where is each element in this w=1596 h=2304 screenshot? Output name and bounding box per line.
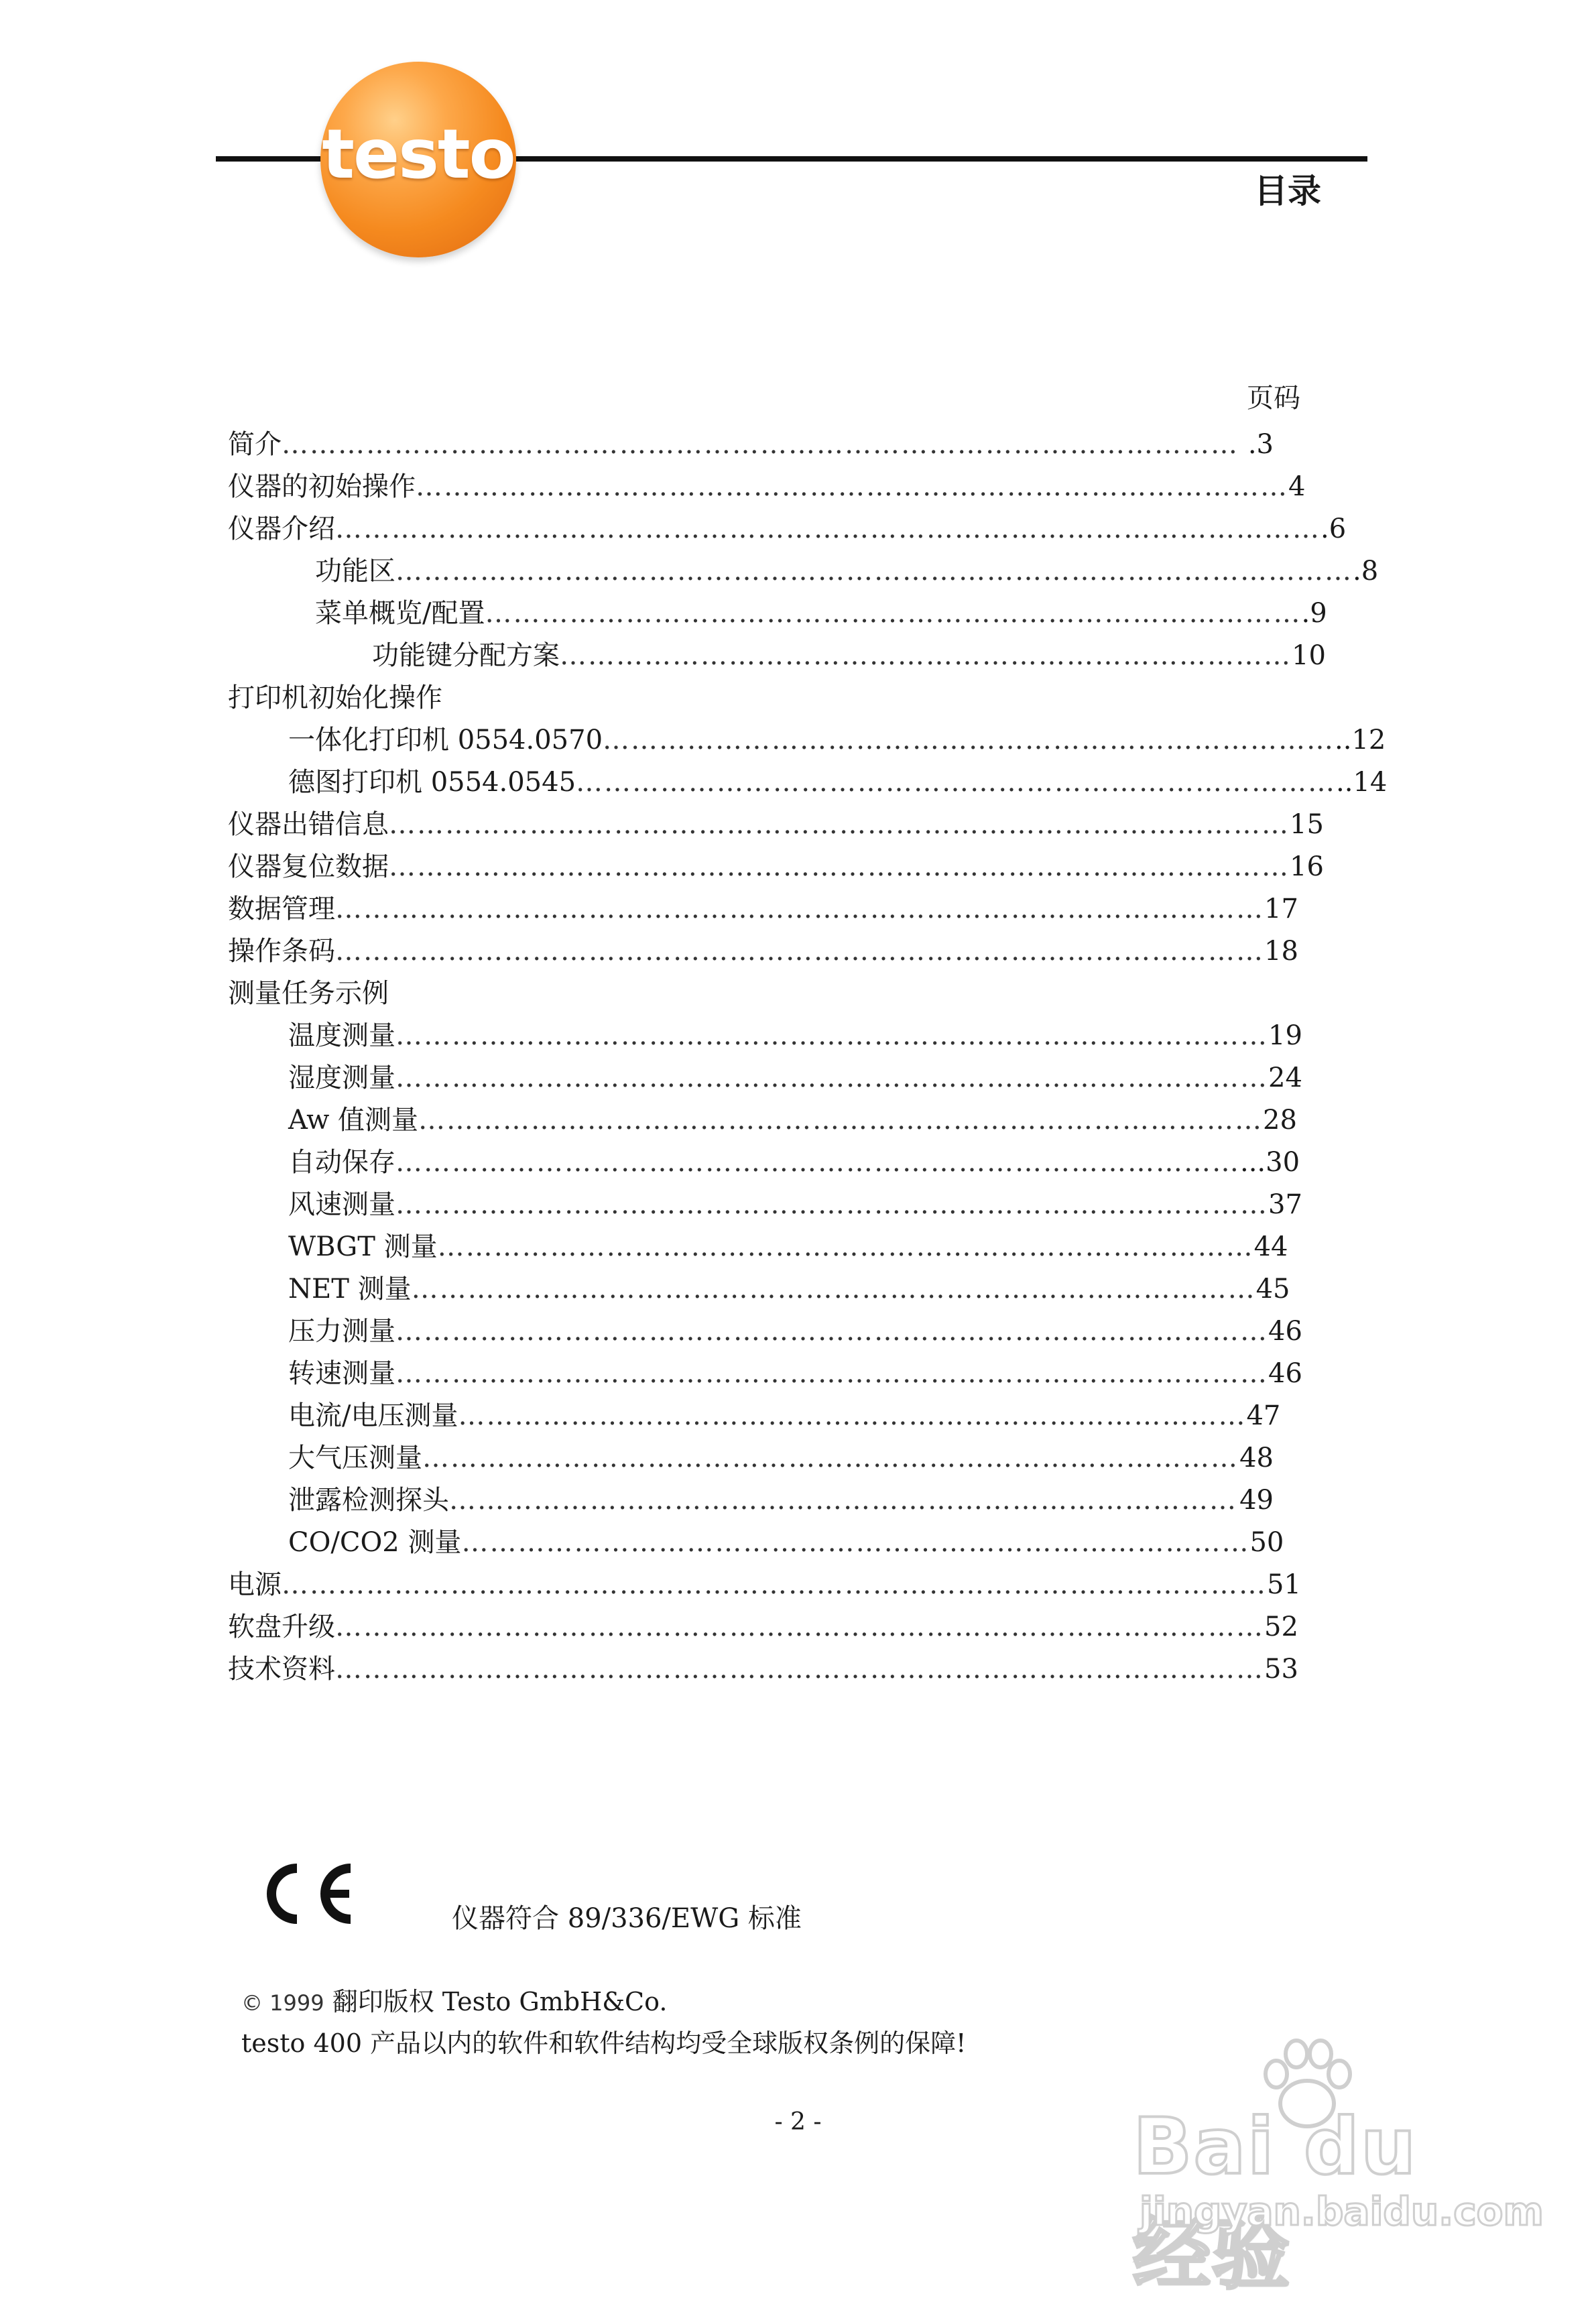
- toc-entry-title: NET 测量: [288, 1274, 412, 1305]
- page-column-label: 页码: [1247, 383, 1300, 414]
- toc-leader-dots: ……………………………………………………………………: [560, 640, 1292, 671]
- toc-entry-page: 19: [1268, 1020, 1302, 1051]
- toc-leader-dots: ……………………………………………………………………………………: [389, 809, 1290, 840]
- toc-leader-dots: ………………………………………………………………………………: [395, 1147, 1240, 1178]
- toc-entry-page: 37: [1268, 1189, 1302, 1220]
- toc-entry-auto-save[interactable]: [228, 1142, 1300, 1184]
- toc-leader-dots: ……………………………………………………………………………: [485, 598, 1302, 629]
- table-of-contents: [228, 424, 1388, 1691]
- toc-leader-dots: ………………………………………………………………………: [576, 767, 1337, 798]
- toc-entry-title: 功能键分配方案: [372, 640, 560, 671]
- toc-entry-title: 操作条码: [228, 936, 335, 967]
- toc-entry-title: 德图打印机 0554.0545: [288, 767, 576, 798]
- toc-entry-temperature[interactable]: [228, 1015, 1302, 1057]
- toc-entry-page: 49: [1239, 1485, 1274, 1516]
- copyright-text: 翻印版权 Testo GmbH&Co.: [324, 1987, 668, 2016]
- toc-leader-dots: ………………………………………………………………………………: [411, 1274, 1256, 1305]
- toc-entry-title: 仪器的初始操作: [228, 471, 416, 502]
- toc-entry-page: 24: [1268, 1063, 1302, 1093]
- toc-entry-title: 测量任务示例: [228, 978, 389, 1009]
- toc-entry-title: 仪器复位数据: [228, 851, 389, 882]
- toc-leader-dots: …………………………………………………………………………………: [395, 1020, 1268, 1051]
- toc-leader-dots: ………………………………………………………………………………………: [335, 894, 1264, 924]
- toc-entry-title: 电源: [228, 1569, 282, 1600]
- toc-leader-dots: …………………………………………………………………………………: [395, 1189, 1268, 1220]
- toc-entry-title: 大气压测量: [288, 1443, 422, 1473]
- toc-entry-title: 打印机初始化操作: [228, 682, 442, 713]
- toc-entry-page: ..14: [1336, 767, 1388, 798]
- toc-leader-dots: ………………………………………………………………………………: [418, 1105, 1264, 1136]
- toc-entry-rpm[interactable]: [228, 1353, 1302, 1395]
- toc-entry-net[interactable]: [228, 1268, 1290, 1311]
- toc-entry-function-keys[interactable]: [228, 635, 1326, 677]
- toc-leader-dots: …………………………………………………………………………………: [416, 471, 1288, 502]
- toc-leader-dots: ………………………………………………………………………………………: [335, 936, 1264, 967]
- toc-entry-intro[interactable]: [228, 424, 1274, 466]
- legal-notice: testo 400 产品以内的软件和软件结构均受全球版权条例的保障!: [241, 2028, 967, 2058]
- toc-entry-title: 泄露检测探头: [288, 1485, 449, 1516]
- toc-leader-dots: ………………………………………………………………………………………: [335, 1612, 1264, 1642]
- toc-entry-title: 简介: [228, 429, 282, 460]
- toc-entry-title: 菜单概览/配置: [315, 598, 485, 629]
- toc-entry-page: 46: [1268, 1358, 1302, 1389]
- toc-entry-title: 转速测量: [288, 1358, 395, 1389]
- toc-leader-dots: …………………………………………………………………………: [458, 1400, 1247, 1431]
- toc-entry-instrument-intro[interactable]: [228, 508, 1347, 550]
- toc-entry-leak-probe[interactable]: [228, 1479, 1274, 1522]
- toc-entry-title: 压力测量: [288, 1316, 395, 1347]
- toc-entry-wind-speed[interactable]: [228, 1184, 1302, 1226]
- toc-entry-page: 4: [1288, 471, 1306, 502]
- toc-entry-barometric[interactable]: [228, 1437, 1274, 1479]
- toc-entry-page: 50: [1249, 1527, 1284, 1558]
- toc-entry-page: 15: [1290, 809, 1324, 840]
- toc-leader-dots: ……………………………………………………………………………………: [389, 851, 1290, 882]
- toc-entry-technical-data[interactable]: [228, 1648, 1298, 1691]
- toc-entry-pressure[interactable]: [228, 1311, 1302, 1353]
- toc-leader-dots: …………………………………………………………………………………: [395, 1063, 1268, 1093]
- toc-entry-page: 52: [1264, 1612, 1298, 1642]
- toc-entry-error-messages[interactable]: [228, 804, 1324, 846]
- toc-entry-page: 18: [1264, 936, 1298, 967]
- toc-entry-page: 45: [1255, 1274, 1290, 1305]
- toc-entry-menu-overview[interactable]: [228, 593, 1327, 635]
- toc-entry-page: 16: [1290, 851, 1324, 882]
- toc-leader-dots: …………………………………………………………………………: [449, 1485, 1237, 1516]
- toc-entry-page: 51: [1267, 1569, 1301, 1600]
- toc-entry-page: 44: [1253, 1231, 1288, 1262]
- toc-leader-dots: ……………………………………………………………………………: [422, 1443, 1239, 1473]
- testo-logo: [320, 62, 516, 257]
- toc-leader-dots: …………………………………………………………………………………………: [395, 556, 1353, 587]
- toc-entry-page: 17: [1264, 894, 1298, 924]
- toc-entry-wbgt[interactable]: [228, 1226, 1288, 1268]
- toc-entry-title: 一体化打印机 0554.0570: [288, 725, 603, 755]
- toc-leader-dots: …………………………………………………………………………………: [395, 1358, 1268, 1389]
- header-rule-right: [509, 156, 1367, 162]
- testo-logo-text: testo: [322, 115, 515, 194]
- toc-entry-aw-value[interactable]: [228, 1099, 1297, 1142]
- toc-entry-title: 自动保存: [288, 1147, 395, 1178]
- toc-entry-page: ...30: [1240, 1147, 1300, 1178]
- ce-compliance-text: 仪器符合 89/336/EWG 标准: [452, 1903, 802, 1934]
- toc-entry-page: 47: [1246, 1400, 1281, 1431]
- toc-entry-page: .9: [1301, 598, 1327, 629]
- baidu-watermark: [1133, 2038, 1544, 2300]
- page-title: 目录: [1254, 172, 1321, 210]
- toc-leader-dots: …………………………………………………………………………………………: [282, 429, 1239, 460]
- watermark-brand: Bai du 经验: [1133, 2102, 1418, 2300]
- toc-entry-title: WBGT 测量: [288, 1231, 438, 1262]
- toc-entry-page: 10: [1292, 640, 1326, 671]
- toc-entry-function-area[interactable]: [228, 550, 1379, 593]
- toc-entry-page: .6: [1321, 513, 1347, 544]
- toc-section-measurement-examples[interactable]: [228, 973, 1274, 1015]
- toc-entry-power[interactable]: [228, 1564, 1301, 1606]
- toc-entry-title: 软盘升级: [228, 1612, 335, 1642]
- toc-entry-testo-printer[interactable]: [228, 762, 1388, 804]
- toc-entry-title: 电流/电压测量: [288, 1400, 458, 1431]
- toc-leader-dots: ……………………………………………………………………………………………: [282, 1569, 1267, 1600]
- toc-entry-page: 53: [1264, 1654, 1298, 1685]
- toc-section-printer-init[interactable]: [228, 677, 1274, 719]
- toc-entry-title: 风速测量: [288, 1189, 395, 1220]
- toc-leader-dots: ……………………………………………………………………………………………: [335, 513, 1321, 544]
- toc-entry-title: 仪器出错信息: [228, 809, 389, 840]
- toc-leader-dots: ………………………………………………………………………………………: [335, 1654, 1264, 1685]
- page-number: - 2 -: [774, 2108, 822, 2136]
- toc-entry-page: 46: [1268, 1316, 1302, 1347]
- header-rule-left: [216, 156, 330, 162]
- toc-entry-page: 28: [1263, 1105, 1297, 1136]
- toc-leader-dots: ……………………………………………………………………………: [437, 1231, 1254, 1262]
- toc-entry-initial-operation[interactable]: [228, 466, 1306, 508]
- ce-mark-icon: [258, 1860, 359, 1927]
- toc-entry-title: 功能区: [315, 556, 395, 587]
- toc-entry-page: .8: [1353, 556, 1379, 587]
- toc-entry-page: 48: [1239, 1443, 1274, 1473]
- watermark-url: jingyan.baidu.com: [1140, 2189, 1544, 2234]
- toc-entry-title: CO/CO2 测量: [288, 1527, 462, 1558]
- toc-entry-co-co2[interactable]: [228, 1522, 1284, 1564]
- toc-entry-humidity[interactable]: [228, 1057, 1302, 1099]
- toc-entry-title: 技术资料: [228, 1654, 335, 1685]
- toc-entry-integrated-printer[interactable]: [228, 719, 1386, 762]
- toc-entry-current-voltage[interactable]: [228, 1395, 1281, 1437]
- toc-entry-page: ..12: [1335, 725, 1386, 755]
- toc-entry-barcode[interactable]: [228, 930, 1298, 973]
- toc-entry-data-management[interactable]: [228, 888, 1298, 930]
- toc-entry-floppy-upgrade[interactable]: [228, 1606, 1298, 1648]
- toc-leader-dots: …………………………………………………………………………: [461, 1527, 1250, 1558]
- toc-entry-title: 温度测量: [288, 1020, 395, 1051]
- toc-entry-title: 数据管理: [228, 894, 335, 924]
- toc-entry-title: Aw 值测量: [288, 1105, 419, 1136]
- toc-entry-title: 湿度测量: [288, 1063, 395, 1093]
- toc-leader-dots: ……………………………………………………………………: [603, 725, 1335, 755]
- copyright-symbol-year: © 1999: [241, 1990, 324, 2016]
- toc-leader-dots: …………………………………………………………………………………: [395, 1316, 1268, 1347]
- toc-entry-title: 仪器介绍: [228, 513, 335, 544]
- copyright-line: [241, 1986, 667, 2018]
- toc-entry-page: .3: [1247, 429, 1274, 460]
- toc-entry-reset-data[interactable]: [228, 846, 1324, 888]
